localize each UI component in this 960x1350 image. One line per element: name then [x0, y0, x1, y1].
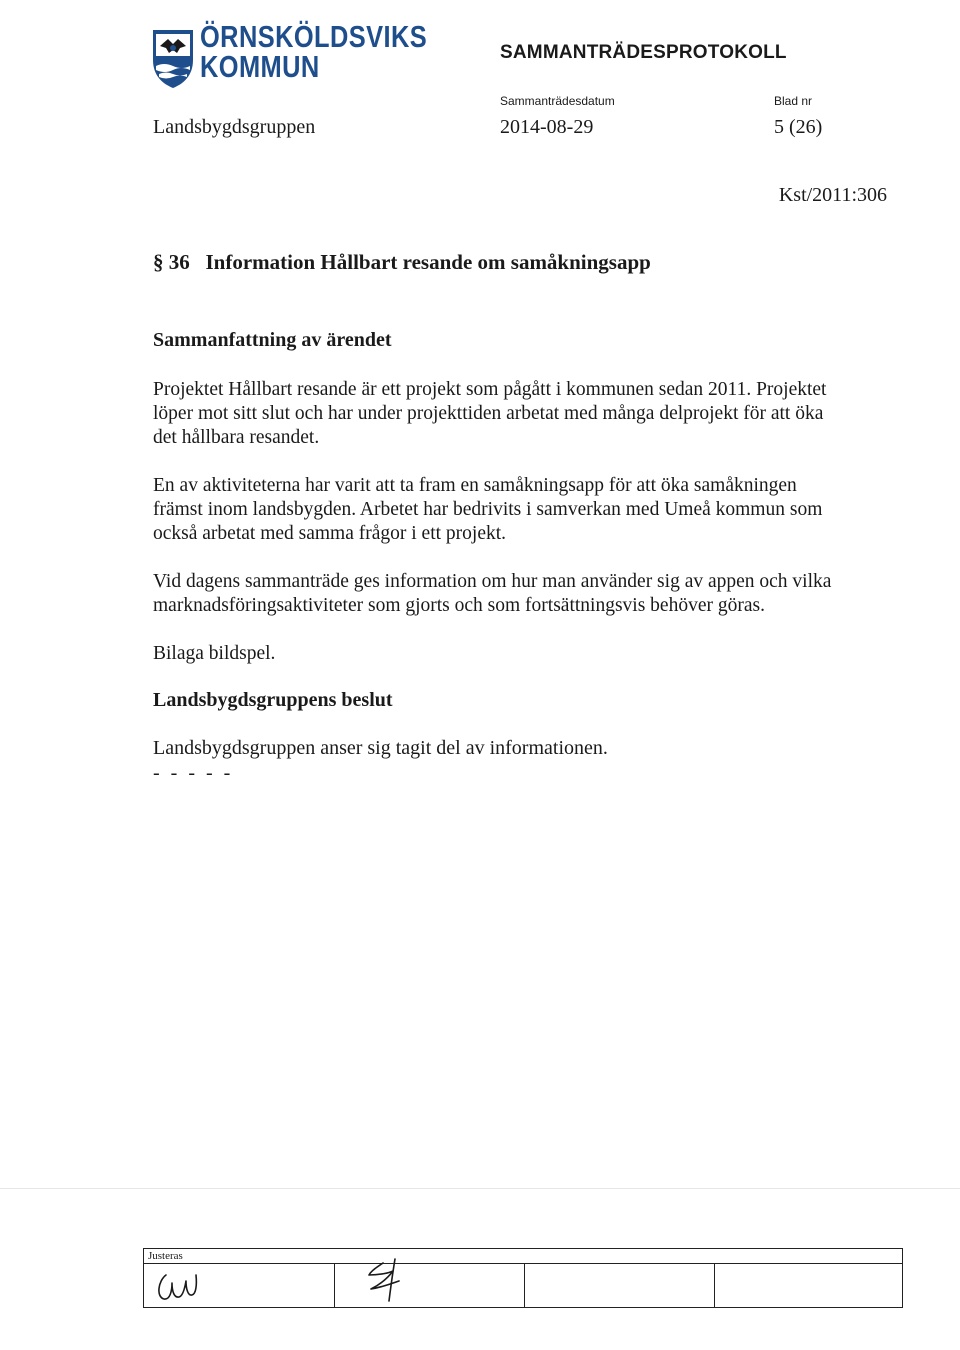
- paragraph-line: Bilaga bildspel.: [153, 643, 276, 664]
- justeras-label: Justeras: [148, 1250, 183, 1262]
- table-divider: [144, 1263, 902, 1264]
- paragraph-line: löper mot sitt slut och har under projekttiden arbetat med många delprojekt för att öka: [153, 403, 824, 424]
- paragraph-line: Vid dagens sammanträde ges information om hur man använder sig av appen och vilka: [153, 571, 832, 592]
- summary-heading: Sammanfattning av ärendet: [153, 329, 392, 351]
- section-heading: § 36 Information Hållbart resande om samåkningsapp: [153, 250, 651, 274]
- paragraph-line: det hållbara resandet.: [153, 427, 320, 448]
- decision-heading: Landsbygdsgruppens beslut: [153, 689, 393, 711]
- page-number-label: Blad nr: [774, 94, 813, 108]
- decision-text: Landsbygdsgruppen anser sig tagit del av informationen.: [153, 737, 608, 759]
- paragraph-line: Projektet Hållbart resande är ett projekt som pågått i kommunen sedan 2011. Projektet: [153, 379, 827, 400]
- paragraph-line: marknadsföringsaktiviteter som gjorts och som fortsättningsvis behöver göras.: [153, 595, 765, 616]
- meeting-date: 2014-08-29: [500, 116, 594, 138]
- signature-cell-divider: [714, 1263, 715, 1307]
- signature-cell-divider: [524, 1263, 525, 1307]
- page-number: 5 (26): [774, 116, 823, 138]
- paragraph-line: också arbetat med samma frågor i ett projekt.: [153, 523, 507, 544]
- paragraph: [153, 642, 893, 666]
- meeting-date-label: Sammanträdesdatum: [500, 94, 615, 108]
- logo-line-1: ÖRNSKÖLDSVIKS: [200, 19, 428, 54]
- signature-2: [349, 1255, 419, 1305]
- case-number: Kst/2011:306: [778, 184, 887, 206]
- logo-wordmark: [200, 19, 428, 84]
- signature-cell-divider: [334, 1263, 335, 1307]
- committee-name: Landsbygdsgruppen: [153, 116, 316, 138]
- footer-divider: [0, 1188, 960, 1189]
- adjustment-signature-table: [143, 1248, 903, 1308]
- document-type: SAMMANTRÄDESPROTOKOLL: [500, 42, 787, 63]
- end-marker: - - - - -: [153, 762, 234, 784]
- paragraph: [153, 474, 893, 546]
- paragraph: [153, 378, 893, 450]
- coat-of-arms-icon: [150, 26, 196, 90]
- paragraph-line: främst inom landsbygden. Arbetet har bedrivits i samverkan med Umeå kommun som: [153, 499, 823, 520]
- paragraph-line: En av aktiviteterna har varit att ta fram en samåkningsapp för att öka samåkningen: [153, 475, 797, 496]
- signature-1: [152, 1263, 212, 1307]
- paragraph: [153, 570, 893, 618]
- logo-line-2: KOMMUN: [200, 49, 320, 84]
- municipality-logo: [150, 19, 428, 92]
